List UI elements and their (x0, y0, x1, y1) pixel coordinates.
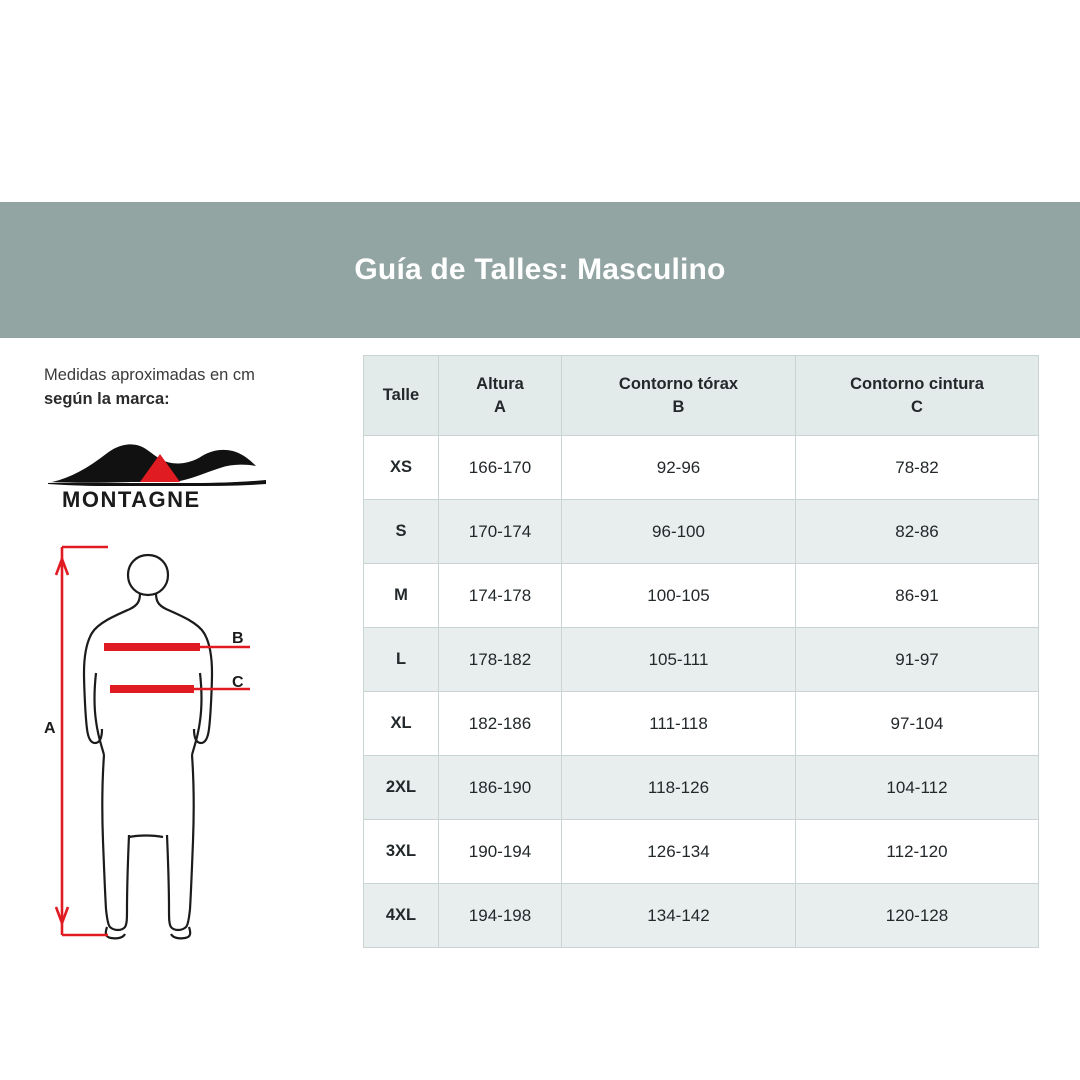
body-outline-icon (44, 535, 334, 955)
cell-talle: 4XL (364, 884, 439, 948)
cell-torax: 134-142 (562, 884, 796, 948)
size-table-wrapper (363, 355, 1038, 948)
waist-band-c (110, 685, 250, 693)
body-figure-diagram (44, 535, 334, 955)
cell-torax: 105-111 (562, 628, 796, 692)
cell-torax: 126-134 (562, 820, 796, 884)
size-table (363, 355, 1039, 948)
brand-logo (44, 434, 274, 519)
cell-altura: 166-170 (439, 436, 562, 500)
label-c: C (232, 673, 244, 691)
cell-torax: 100-105 (562, 564, 796, 628)
cell-cintura: 82-86 (796, 500, 1039, 564)
cell-altura: 182-186 (439, 692, 562, 756)
column-header-contorno-cintura: Contorno cintura C (796, 356, 1039, 436)
left-info-column (44, 364, 334, 955)
cell-torax: 92-96 (562, 436, 796, 500)
brand-name: MONTAGNE (62, 486, 201, 512)
header-banner (0, 202, 1080, 338)
column-header-altura: Altura A (439, 356, 562, 436)
cell-altura: 170-174 (439, 500, 562, 564)
cell-cintura: 86-91 (796, 564, 1039, 628)
table-row (364, 500, 1039, 564)
cell-talle: XS (364, 436, 439, 500)
column-header-contorno-torax: Contorno tórax B (562, 356, 796, 436)
cell-torax: 96-100 (562, 500, 796, 564)
table-row (364, 692, 1039, 756)
table-row (364, 820, 1039, 884)
cell-talle: M (364, 564, 439, 628)
cell-altura: 190-194 (439, 820, 562, 884)
cell-altura: 194-198 (439, 884, 562, 948)
cell-talle: 3XL (364, 820, 439, 884)
table-row (364, 628, 1039, 692)
cell-talle: 2XL (364, 756, 439, 820)
cell-cintura: 97-104 (796, 692, 1039, 756)
measurement-note-line-1: Medidas aproximadas en cm (44, 366, 255, 384)
label-a: A (44, 719, 56, 737)
table-row (364, 756, 1039, 820)
cell-cintura: 104-112 (796, 756, 1039, 820)
table-row (364, 564, 1039, 628)
cell-cintura: 120-128 (796, 884, 1039, 948)
measurement-note-line-2: según la marca: (44, 389, 170, 408)
cell-talle: XL (364, 692, 439, 756)
cell-talle: L (364, 628, 439, 692)
cell-cintura: 91-97 (796, 628, 1039, 692)
cell-torax: 118-126 (562, 756, 796, 820)
table-header-row (364, 356, 1039, 436)
page-title: Guía de Talles: Masculino (354, 253, 726, 286)
cell-talle: S (364, 500, 439, 564)
cell-altura: 186-190 (439, 756, 562, 820)
column-header-talle: Talle (364, 356, 439, 436)
cell-altura: 178-182 (439, 628, 562, 692)
cell-cintura: 112-120 (796, 820, 1039, 884)
table-row (364, 884, 1039, 948)
cell-cintura: 78-82 (796, 436, 1039, 500)
cell-altura: 174-178 (439, 564, 562, 628)
chest-band-b (104, 643, 250, 651)
cell-torax: 111-118 (562, 692, 796, 756)
label-b: B (232, 629, 244, 647)
table-row (364, 436, 1039, 500)
